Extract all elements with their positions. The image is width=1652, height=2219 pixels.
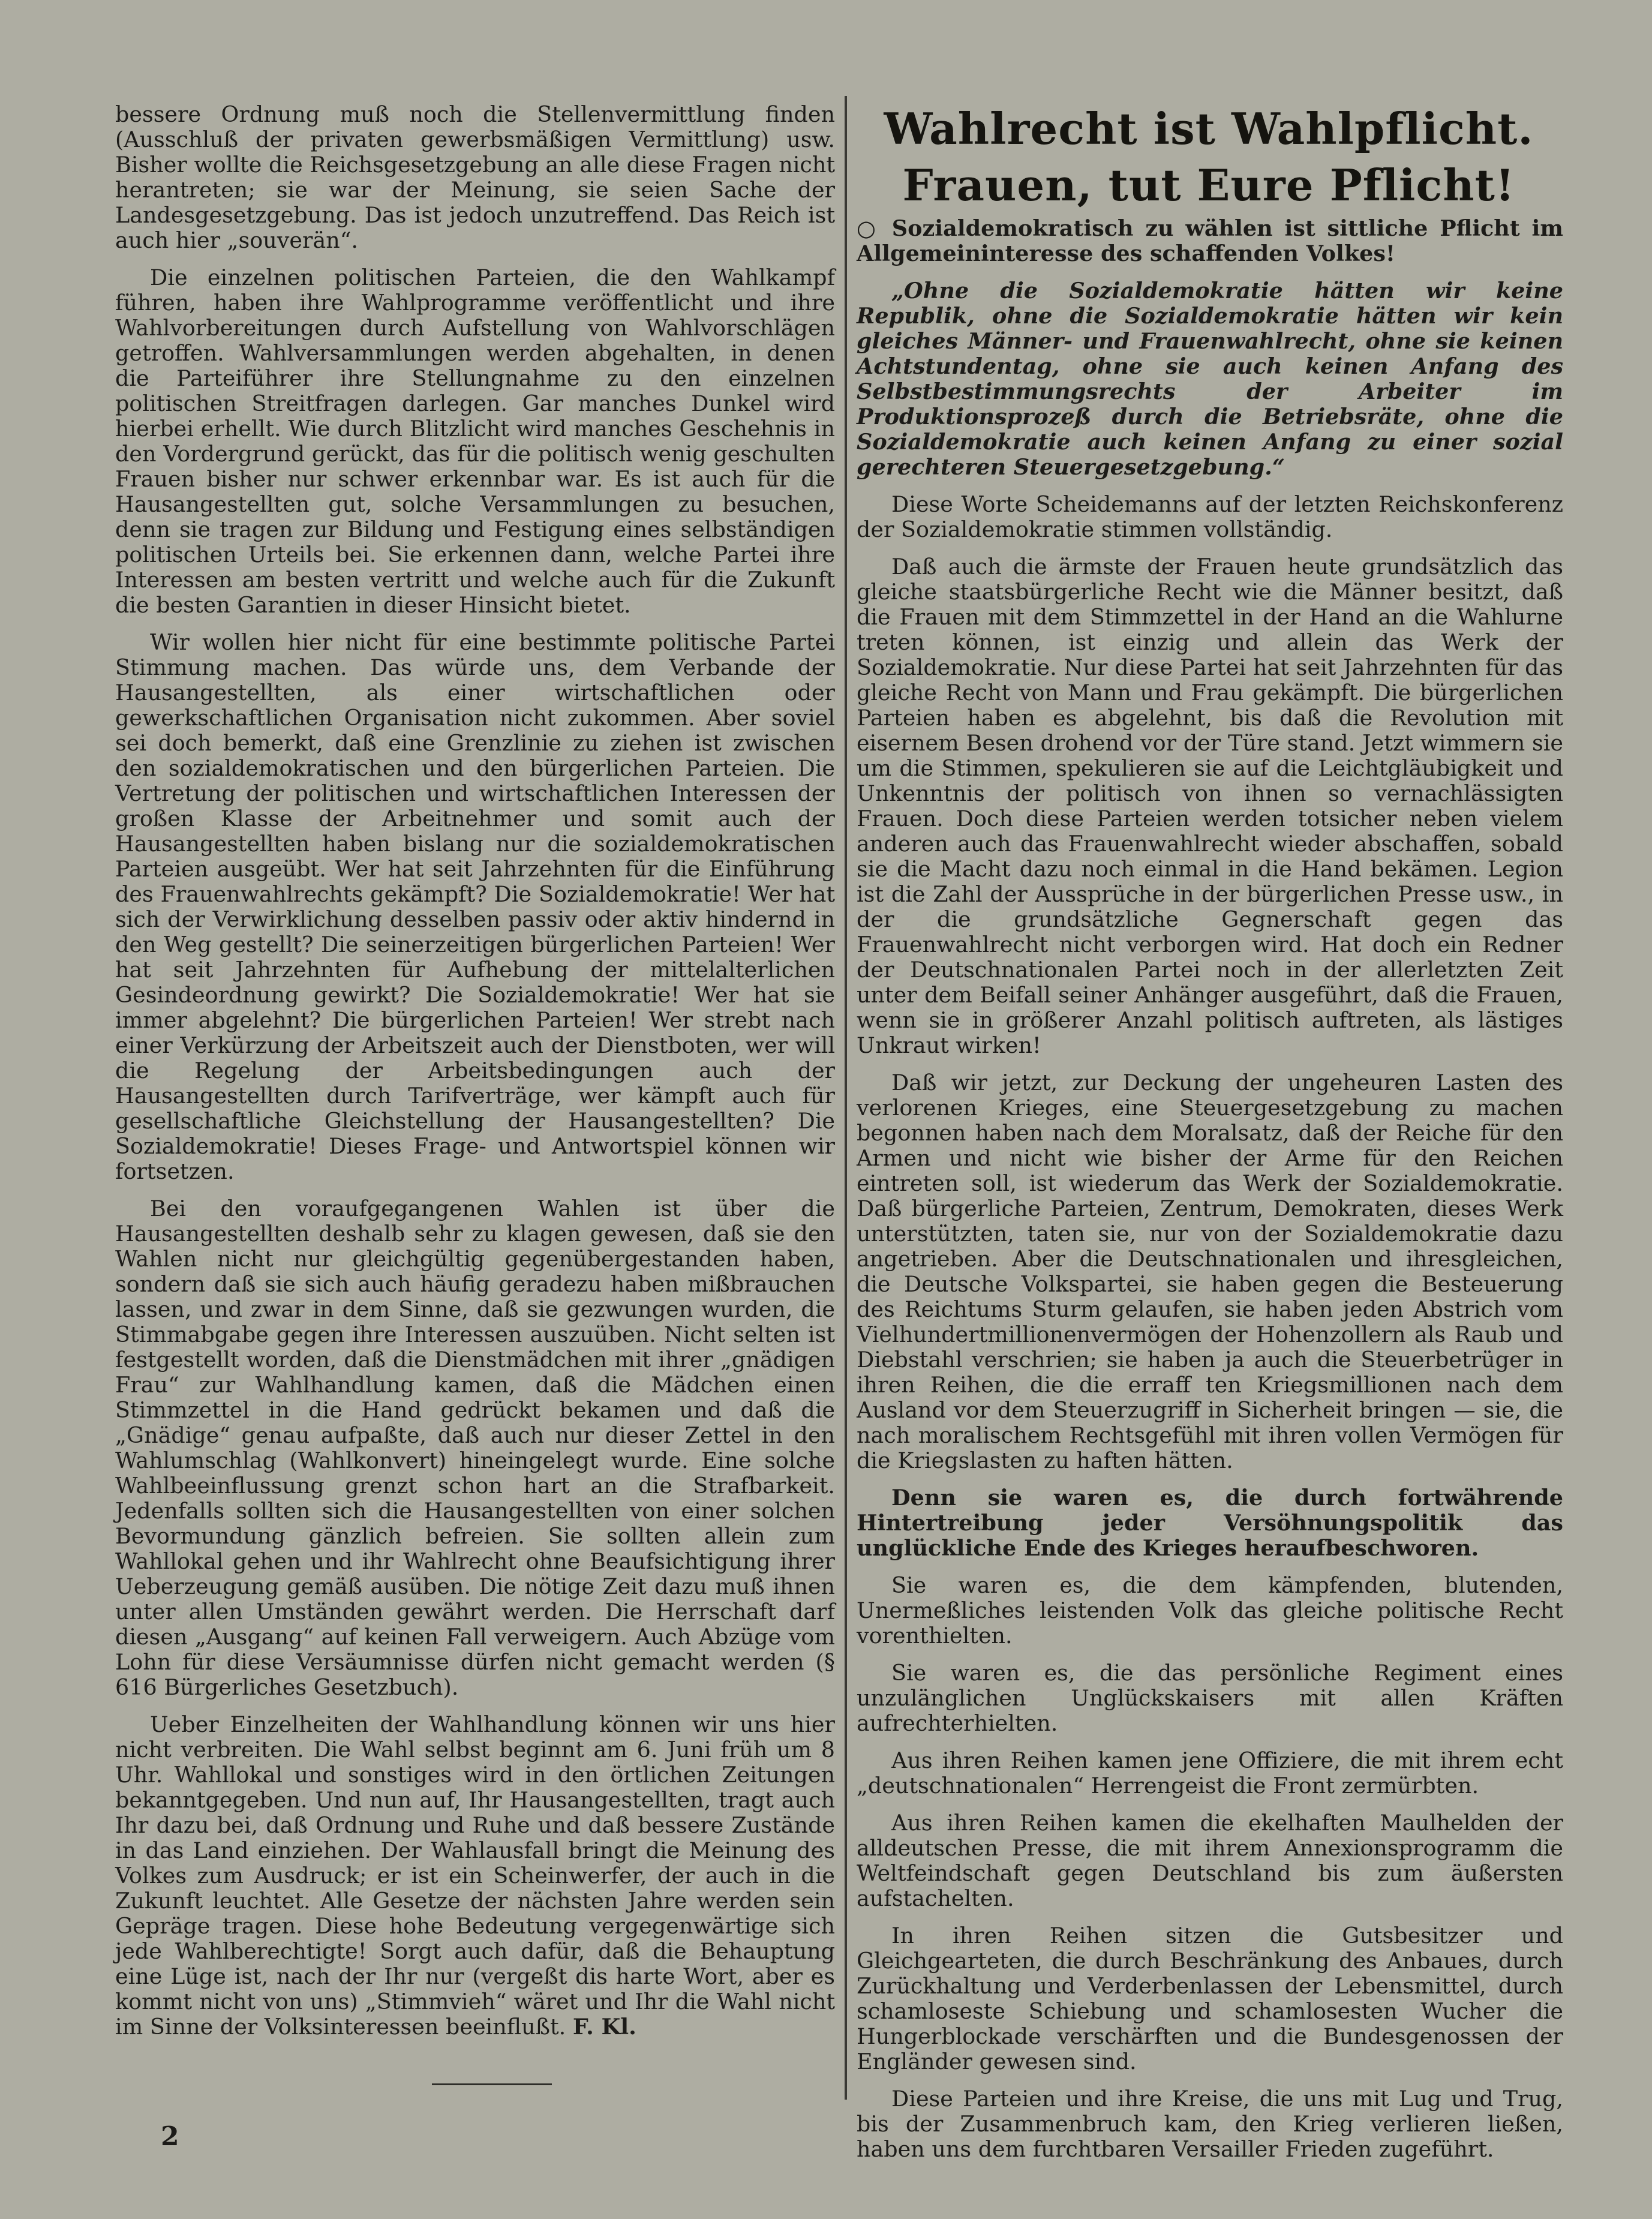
left-paragraph-3: Wir wollen hier nicht für eine bestimmte politische Partei Stimmung machen. Das würde uns, dem Verbande der Hausangestellten, als einer wirtschaftlichen oder gewerkschaftlichen Organisation nicht zukommen. Aber soviel sei doch bemerkt, daß eine Grenzlinie zu ziehen ist zwischen den sozialdemokratischen und den bürgerlichen Parteien. Die Vertretung der politischen und wirtschaftlichen Interessen der großen Klasse der Arbeitnehmer und somit auch der Hausangestellten haben bislang nur die sozialdemokratischen Parteien ausgeübt. Wer hat seit Jahrzehnten für die Einführung des Frauenwahlrechts gekämpft? Die Sozialdemokratie! Wer hat sich der Verwirklichung desselben passiv oder aktiv hindernd in den Weg gestellt? Die seinerzeitigen bürgerlichen Parteien! Wer hat seit Jahrzehnten für Aufhebung der mittelalterlichen Gesindeordnung gewirkt? Die Sozialdemokratie! Wer hat sie immer abgelehnt? Die bürgerlichen Parteien! Wer strebt nach einer Verkürzung der Arbeitszeit auch der Dienstboten, wer will die Regelung der Arbeitsbedingungen auch der Hausangestellten durch Tarifverträge, wer kämpft auch für gesellschaftliche Gleichstellung der Hausangestellten? Die Sozialdemokratie! Dieses Frage- und Antwortspiel können wir fortsetzen. <box>115 629 835 1184</box>
left-paragraph-2: Die einzelnen politischen Parteien, die den Wahlkampf führen, haben ihre Wahlprogramme veröffentlicht und ihre Wahlvorbereitungen durch Aufstellung von Wahlvorschlägen getroffen. Wahlversammlungen werden abgehalten, in denen die Parteiführer ihre Stellungnahme zu den einzelnen politischen Streitfragen darlegen. Gar manches Dunkel wird hierbei erhellt. Wie durch Blitzlicht wird manches Geschehnis in den Vordergrund gerückt, das für die politisch wenig geschulten Frauen bisher nur schwer erkennbar war. Es ist auch für die Hausangestellten gut, solche Versammlungen zu besuchen, denn sie tragen zur Bildung und Festigung eines selbständigen politischen Urteils bei. Sie erkennen dann, welche Partei ihre Interessen am besten vertritt und welche auch für die Zukunft die besten Garantien in dieser Hinsicht bietet. <box>115 265 835 618</box>
left-paragraph-5-text: Ueber Einzelheiten der Wahlhandlung können wir uns hier nicht verbreiten. Die Wahl selbst beginnt am 6. Juni früh um 8 Uhr. Wahllokal und sonstiges wird in den örtlichen Zeitungen bekanntgegeben. Und nun auf, Ihr Hausangestellten, tragt auch Ihr dazu bei, daß Ordnung und Ruhe und daß bessere Zustände in das Land einziehen. Der Wahlausfall bringt die Meinung des Volkes zum Ausdruck; er ist ein Scheinwerfer, der auch in die Zukunft leuchtet. Alle Gesetze der nächsten Jahre werden sein Gepräge tragen. Diese hohe Bedeutung vergegenwärtige sich jede Wahlberechtigte! Sorgt auch dafür, daß die Behauptung eine Lüge ist, nach der Ihr nur (vergeßt dis harte Wort, aber es kommt nicht von uns) „Stimmvieh“ wäret und Ihr die Wahl nicht im Sinne der Volksinteressen beeinflußt. <box>115 1711 835 2040</box>
author-signature: F. Kl. <box>572 2014 636 2040</box>
column-divider <box>845 96 847 2100</box>
right-paragraph-4: Daß auch die ärmste der Frauen heute grundsätzlich das gleiche staatsbürgerliche Recht wie die Männer besitzt, daß die Frauen mit dem Stimmzettel in der Hand an die Wahlurne treten können, ist einzig und allein das Werk der Sozialdemokratie. Nur diese Partei hat seit Jahrzehnten für das gleiche Recht von Mann und Frau gekämpft. Die bürgerlichen Parteien haben es abgelehnt, bis daß die Revolution mit eisernem Besen drohend vor der Türe stand. Jetzt wimmern sie um die Stimmen, spekulieren sie auf die Leichtgläubigkeit und Unkenntnis der politisch von ihnen so vernachlässigten Frauen. Doch diese Parteien werden totsicher neben vielem anderen auch das Frauenwahlrecht wieder abschaffen, sobald sie die Macht dazu noch einmal in die Hand bekämen. Legion ist die Zahl der Aussprüche in der bürgerlichen Presse usw., in der die grundsätzliche Gegnerschaft gegen das Frauenwahlrecht nicht verborgen wird. Hat doch ein Redner der Deutschnationalen Partei noch in der allerletzten Zeit unter dem Beifall seiner Anhänger ausgeführt, daß die Frauen, wenn sie in größerer Anzahl politisch auftreten, als lästiges Unkraut wirken! <box>857 554 1563 1058</box>
scheidemann-quote: „Ohne die Sozialdemokratie hätten wir keine Republik, ohne die Sozialdemokratie hätten wir kein gleiches Männer- und Frauenwahlrecht, ohne sie keinen Achtstundentag, ohne sie auch keinen Anfang des Selbstbestimmungsrechts der Arbeiter im Produktionsprozeß durch die Betriebsräte, ohne die Sozialdemokratie auch keinen Anfang zu einer sozial gerechteren Steuergesetzgebung.“ <box>857 278 1563 480</box>
left-column <box>115 102 835 2052</box>
left-paragraph-5 <box>115 1712 835 2040</box>
right-paragraph-7: Sie waren es, die dem kämpfenden, blutenden, Unermeßliches leistenden Volk das gleiche politische Recht vorenthielten. <box>857 1572 1563 1649</box>
left-paragraph-4: Bei den voraufgegangenen Wahlen ist über die Hausangestellten deshalb sehr zu klagen gewesen, daß sie den Wahlen nicht nur gleichgültig gegenübergestanden haben, sondern daß sie sich auch häufig geradezu haben mißbrauchen lassen, und zwar in dem Sinne, daß sie gezwungen wurden, die Stimmabgabe gegen ihre Interessen auszuüben. Nicht selten ist festgestellt worden, daß die Dienstmädchen mit ihrer „gnädigen Frau“ zur Wahlhandlung kamen, daß die Mädchen einen Stimmzettel in die Hand gedrückt bekamen und daß die „Gnädige“ genau aufpaßte, daß auch nur dieser Zettel in den Wahlumschlag (Wahlkonvert) hineingelegt wurde. Eine solche Wahlbeeinflussung grenzt schon hart an die Strafbarkeit. Jedenfalls sollten sich die Hausangestellten von einer solchen Bevormundung gänzlich befreien. Sie sollten allein zum Wahllokal gehen und ihr Wahlrecht ohne Beaufsichtigung ihrer Ueberzeugung gemäß ausüben. Die nötige Zeit dazu muß ihnen unter allen Umständen gewährt werden. Die Herrschaft darf diesen „Ausgang“ auf keinen Fall verweigern. Auch Abzüge vom Lohn für diese Versäumnisse dürfen nicht gemacht werden (§ 616 Bürgerliches Gesetzbuch). <box>115 1196 835 1700</box>
right-paragraph-10: Aus ihren Reihen kamen die ekelhaften Maulhelden der alldeutschen Presse, die mit ihrem Annexionsprogramm die Weltfeindschaft gegen Deutschland bis zum äußersten aufstachelten. <box>857 1810 1563 1911</box>
headline: Wahlrecht ist Wahlpflicht. Frauen, tut Eure Pflicht! <box>884 103 1534 211</box>
article-end-rule <box>432 2083 552 2085</box>
right-paragraph-6: Denn sie waren es, die durch fortwährende Hintertreibung jeder Versöhnungspolitik das unglückliche Ende des Krieges heraufbeschworen. <box>857 1485 1563 1561</box>
right-paragraph-8: Sie waren es, die das persönliche Regiment eines unzulänglichen Unglückskaisers mit allen Kräften aufrechterhielten. <box>857 1660 1563 1736</box>
page-number: 2 <box>161 2121 179 2152</box>
right-paragraph-11: In ihren Reihen sitzen die Gutsbesitzer und Gleichgearteten, die durch Beschränkung des Anbaues, durch Zurückhaltung und Verderbenlassen der Lebensmittel, durch schamloseste Schiebung und schamlosesten Wucher die Hungerblockade verschärften und die Bundesgenossen der Engländer gewesen sind. <box>857 1923 1563 2074</box>
right-column <box>857 216 1563 2174</box>
left-paragraph-1: bessere Ordnung muß noch die Stellenvermittlung finden (Ausschluß der privaten gewerbsmäßigen Vermittlung) usw. Bisher wollte die Reichsgesetzgebung an alle diese Fragen nicht herantreten; sie war der Meinung, sie seien Sache der Landesgesetzgebung. Das ist jedoch unzutreffend. Das Reich ist auch hier „souverän“. <box>115 101 835 253</box>
right-lead: ○ Sozialdemokratisch zu wählen ist sittliche Pflicht im Allgemeininteresse des schaffenden Volkes! <box>857 215 1563 266</box>
right-paragraph-3: Diese Worte Scheidemanns auf der letzten Reichskonferenz der Sozialdemokratie stimmen vollständig. <box>857 491 1563 542</box>
right-paragraph-5: Daß wir jetzt, zur Deckung der ungeheuren Lasten des verlorenen Krieges, eine Steuergesetzgebung zu machen begonnen haben nach dem Moralsatz, daß der Reiche für den Armen und nicht wie bisher der Arme für den Reichen eintreten soll, ist wiederum das Werk der Sozialdemokratie. Daß bürgerliche Parteien, Zentrum, Demokraten, dieses Werk unterstützten, taten sie, nur von der Sozialdemokratie dazu angetrieben. Aber die Deutschnationalen und ihresgleichen, die Deutsche Volkspartei, sie haben gegen die Besteuerung des Reichtums Sturm gelaufen, sie haben jeden Abstrich vom Vielhundertmillionenvermögen der Hohenzollern als Raub und Diebstahl verschrien; sie haben ja auch die Steuerbetrüger in ihren Reihen, die die erraff ten Kriegsmillionen nach dem Ausland vor dem Steuerzugriff in Sicherheit bringen — sie, die nach moralischem Rechtsgefühl mit ihren vollen Vermögen für die Kriegslasten zu haften hätten. <box>857 1070 1563 1473</box>
right-paragraph-12: Diese Parteien und ihre Kreise, die uns mit Lug und Trug, bis der Zusammenbruch kam, den Krieg verlieren ließen, haben uns dem furchtbaren Versailler Frieden zugeführt. <box>857 2086 1563 2162</box>
right-paragraph-9: Aus ihren Reihen kamen jene Offiziere, die mit ihrem echt „deutschnationalen“ Herrengeist die Front zermürbten. <box>857 1747 1563 1798</box>
